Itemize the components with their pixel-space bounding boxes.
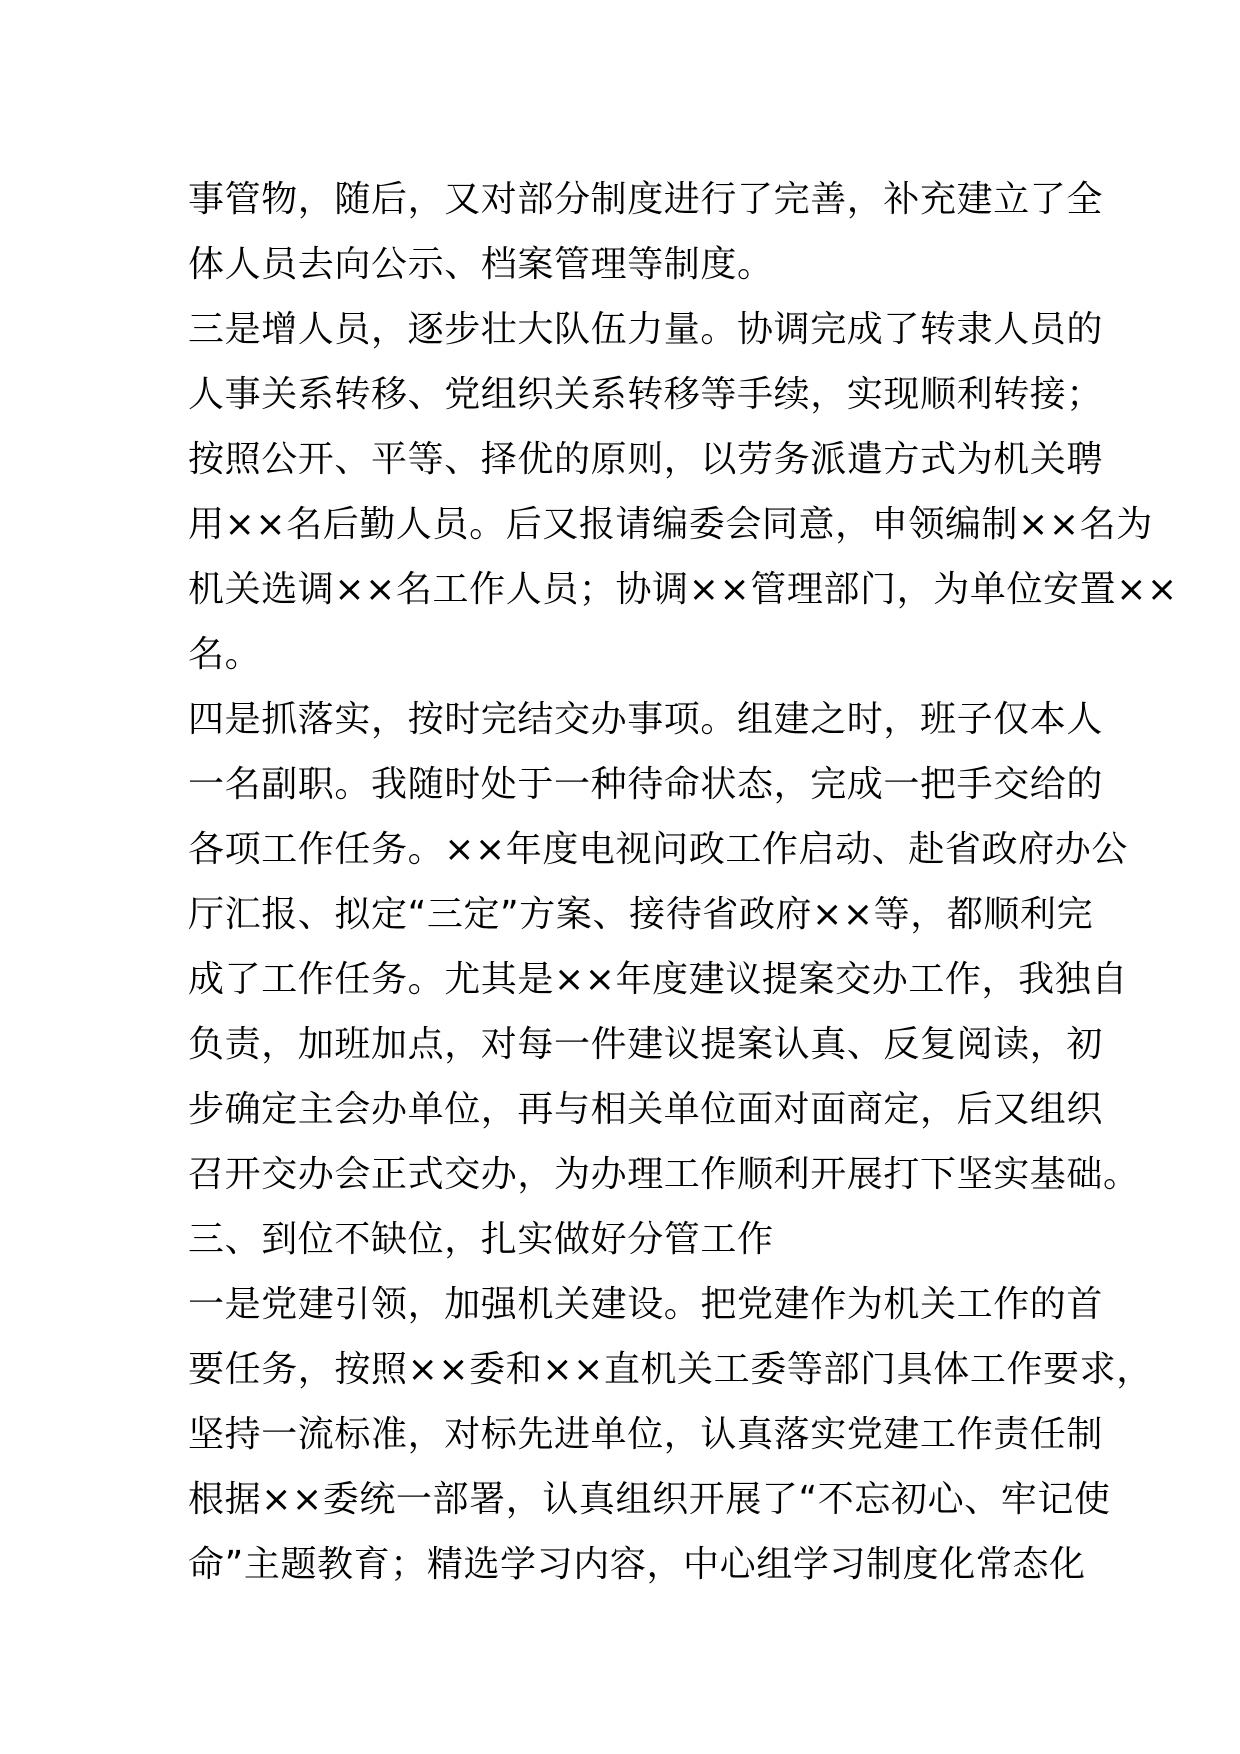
section-heading: 三、到位不缺位，扎实做好分管工作 (188, 1219, 774, 1260)
text-line: 成了工作任务。尤其是××年度建议提案交办工作，我独自 (188, 959, 1128, 1000)
text-line: 一是党建引领，加强机关建设。把党建作为机关工作的首 (188, 1284, 1104, 1325)
text-line: 用××名后勤人员。后又报请编委会同意，申领编制××名为 (188, 504, 1153, 545)
text-line: 按照公开、平等、择优的原则，以劳务派遣方式为机关聘 (188, 439, 1104, 480)
text-line: 机关选调××名工作人员；协调××管理部门，为单位安置×× (188, 569, 1178, 610)
text-line: 根据××委统一部署，认真组织开展了“不忘初心、牢记使 (188, 1479, 1111, 1520)
text-line: 四是抓落实，按时完结交办事项。组建之时，班子仅本人 (188, 699, 1104, 740)
text-line: 三是增人员，逐步壮大队伍力量。协调完成了转隶人员的 (188, 309, 1104, 350)
text-line: 事管物，随后，又对部分制度进行了完善，补充建立了全 (188, 179, 1104, 220)
text-line: 厅汇报、拟定“三定”方案、接待省政府××等，都顺利完 (188, 894, 1094, 935)
text-line: 负责，加班加点，对每一件建议提案认真、反复阅读，初 (188, 1024, 1104, 1065)
document-body (188, 167, 1178, 1597)
text-line: 要任务，按照××委和××直机关工委等部门具体工作要求， (188, 1349, 1153, 1390)
text-line: 一名副职。我随时处于一种待命状态，完成一把手交给的 (188, 764, 1104, 805)
text-line: 召开交办会正式交办，为办理工作顺利开展打下坚实基础。 (188, 1154, 1140, 1195)
text-line: 体人员去向公示、档案管理等制度。 (188, 244, 774, 285)
text-line: 人事关系转移、党组织关系转移等手续，实现顺利转接； (188, 374, 1104, 415)
text-line: 坚持一流标准，对标先进单位，认真落实党建工作责任制 (188, 1414, 1104, 1455)
text-line: 名。 (188, 634, 262, 675)
text-line: 命”主题教育；精选学习内容，中心组学习制度化常态化 (188, 1544, 1086, 1585)
text-line: 各项工作任务。××年度电视问政工作启动、赴省政府办公 (188, 829, 1128, 870)
text-line: 步确定主会办单位，再与相关单位面对面商定，后又组织 (188, 1089, 1104, 1130)
